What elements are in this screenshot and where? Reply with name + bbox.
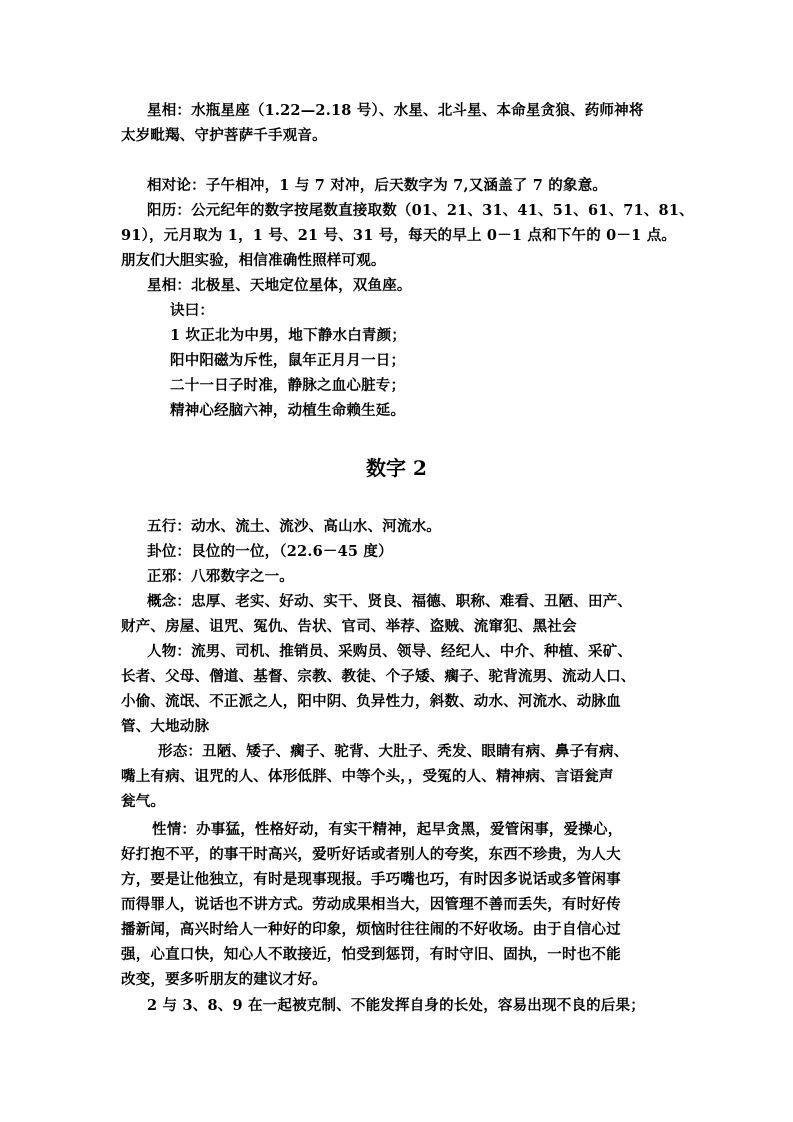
text-line: 好打抱不平，的事干时高兴，爱听好话或者别人的夸奖，东西不珍贵，为人大 <box>121 846 621 863</box>
text-line: 概念：忠厚、老实、好动、实干、贤良、福德、职称、难看、丑陋、田产、 <box>147 593 633 610</box>
text-line: 星相：北极星、天地定位星体，双鱼座。 <box>147 277 412 294</box>
text-line: 91），元月取为 1，1 号、21 号、31 号，每天的早上 0－1 点和下午的 0－1 点。 <box>121 227 677 244</box>
text-line: 卦位：艮位的一位，（22.6－45 度） <box>147 543 393 560</box>
text-line: 形态：丑陋、矮子、瘸子、驼背、大肚子、秃发、眼睛有病、鼻子有病、 <box>158 743 629 760</box>
text-line: 阳历：公元纪年的数字按尾数直接取数（01、21、31、41、51、61、71、81、 <box>147 202 694 219</box>
verse-line: 二十一日子时准，静脉之血心脏专； <box>170 377 406 394</box>
text-line: 诀曰： <box>170 302 215 319</box>
text-line: 2 与 3、8、9 在一起被克制、不能发挥自身的长处，容易出现不良的后果； <box>147 997 645 1014</box>
text-line: 管、大地动脉 <box>121 718 210 735</box>
text-line: 而得罪人，说话也不讲方式。劳动成果相当大，因管理不善而丢失，有时好传 <box>121 896 621 913</box>
text-line: 正邪：八邪数字之一。 <box>147 568 294 585</box>
text-line: 强，心直口快，知心人不敢接近，怕受到惩罚，有时守旧、固执，一时也不能 <box>121 946 621 963</box>
text-line: 播新闻，高兴时给人一种好的印象，烦恼时往往闹的不好收场。由于自信心过 <box>121 921 621 938</box>
text-line: 太岁毗羯、守护菩萨千手观音。 <box>121 127 327 144</box>
text-line: 方，要是让他独立，有时是现事现报。手巧嘴也巧，有时因多说话或多管闲事 <box>121 871 621 888</box>
section-heading: 数字 2 <box>366 456 427 480</box>
text-line: 嘴上有病、诅咒的人、体形低胖、中等个头，，受冤的人、精神病、言语瓮声 <box>121 768 614 785</box>
text-line: 长者、父母、僧道、基督、宗教、教徒、个子矮、瘸子、驼背流男、流动人口、 <box>121 668 636 685</box>
text-line: 相对论：子午相冲，1 与 7 对冲，后天数字为 7,又涵盖了 7 的象意。 <box>147 177 608 194</box>
text-line: 星相：水瓶星座（1.22—2.18 号）、水星、北斗星、本命星贪狼、药师神将 <box>147 102 644 119</box>
verse-line: 阳中阳磁为斥性，鼠年正月月一日； <box>170 352 406 369</box>
text-line: 五行：动水、流土、流沙、高山水、河流水。 <box>147 518 441 535</box>
verse-line: 1 坎正北为中男，地下静水白青颜； <box>170 327 407 344</box>
text-line: 朋友们大胆实验，相信准确性照样可观。 <box>121 252 386 269</box>
text-line: 改变，要多听朋友的建议才好。 <box>121 971 327 988</box>
text-line: 性情：办事猛，性格好动，有实干精神，起早贪黑，爱管闲事，爱操心， <box>152 821 623 838</box>
text-line: 瓮气。 <box>121 793 166 810</box>
text-line: 小偷、流氓、不正派之人，阳中阴、负异性力，斜数、动水、河流水、动脉血 <box>121 693 621 710</box>
verse-line: 精神心经脑六神，动植生命赖生延。 <box>170 402 406 419</box>
text-line: 人物：流男、司机、推销员、采购员、领导、经纪人、中介、种植、采矿、 <box>147 643 633 660</box>
text-line: 财产、房屋、诅咒、冤仇、告状、官司、举荐、盗贼、流窜犯、黑社会 <box>121 618 577 635</box>
